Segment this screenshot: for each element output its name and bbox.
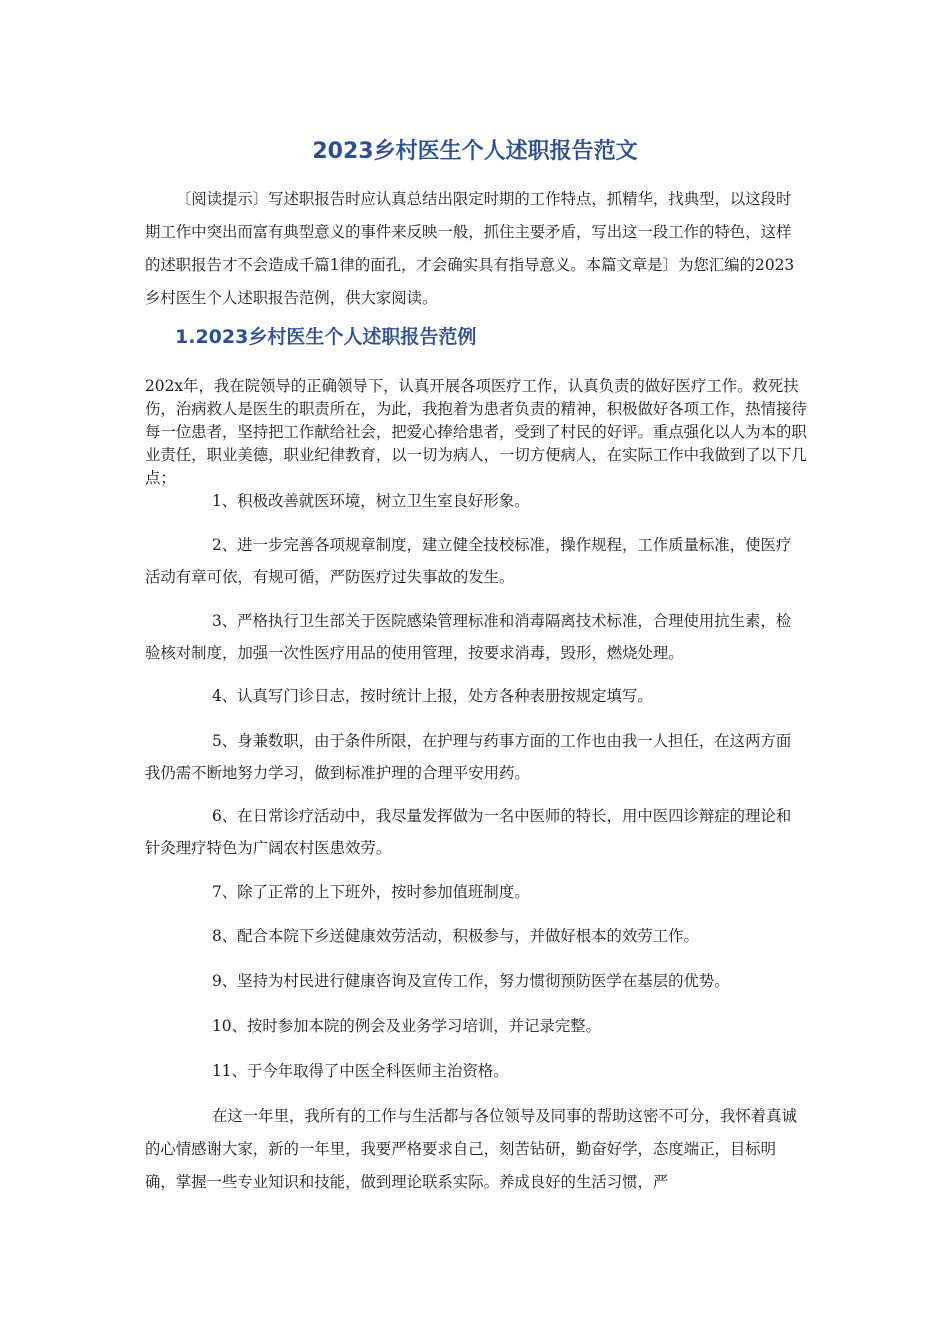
list-item: 5、身兼数职，由于条件所限，在护理与药事方面的工作也由我一人担任，在这两方面我仍需不断地努力学习，做到标准护理的合理平安用药。 [145, 732, 792, 782]
list-item: 4、认真写门诊日志，按时统计上报，处方各种表册按规定填写。 [212, 687, 653, 705]
list-item: 8、配合本院下乡送健康效劳活动，积极参与，并做好根本的效劳工作。 [212, 927, 699, 945]
closing-paragraph: 在这一年里，我所有的工作与生活都与各位领导及同事的帮助这密不可分，我怀着真诚的心情感谢大家，新的一年里，我要严格要求自己，刻苦钻研，勤奋好学，态度端正，目标明确，掌握一些专业知识和技能，做到理论联系实际。养成良好的生活习惯，严 [145, 1107, 797, 1191]
lead-paragraph: 202x年，我在院领导的正确领导下，认真开展各项医疗工作，认真负责的做好医疗工作。救死扶伤，治病救人是医生的职责所在，为此，我抱着为患者负责的精神，积极做好各项工作，热情接待每一位患者，坚持把工作献给社会，把爱心捧给患者，受到了村民的好评。重点强化以人为本的职业责任，职业美德，职业纪律教育，以一切为病人，一切方便病人，在实际工作中我做到了以下几点； [145, 377, 807, 487]
document-title: 2023乡村医生个人述职报告范文 [312, 139, 638, 164]
reading-tip-paragraph: 〔阅读提示〕写述职报告时应认真总结出限定时期的工作特点，抓精华，找典型，以这段时期工作中突出而富有典型意义的事件来反映一般，抓住主要矛盾，写出这一段工作的特色，这样的述职报告才不会造成千篇1律的面孔，才会确实具有指导意义。本篇文章是〕为您汇编的2023乡村医生个人述职报告范例，供大家阅读。 [145, 190, 795, 307]
list-item: 11、于今年取得了中医全科医师主治资格。 [212, 1062, 509, 1080]
list-item: 1、积极改善就医环境，树立卫生室良好形象。 [212, 492, 530, 510]
list-item: 3、严格执行卫生部关于医院感染管理标准和消毒隔离技术标准，合理使用抗生素，检验核对制度，加强一次性医疗用品的使用管理，按要求消毒，毁形，燃烧处理。 [145, 612, 792, 662]
list-item: 10、按时参加本院的例会及业务学习培训，并记录完整。 [212, 1017, 601, 1035]
section-heading: 1.2023乡村医生个人述职报告范例 [175, 326, 477, 348]
list-item: 2、进一步完善各项规章制度，建立健全技校标准，操作规程，工作质量标准，使医疗活动有章可依，有规可循，严防医疗过失事故的发生。 [145, 536, 792, 586]
list-item: 9、坚持为村民进行健康咨询及宣传工作，努力惯彻预防医学在基层的优势。 [212, 972, 730, 990]
list-item: 7、除了正常的上下班外，按时参加值班制度。 [212, 883, 530, 901]
list-item: 6、在日常诊疗活动中，我尽量发挥做为一名中医师的特长，用中医四诊辩症的理论和针灸理疗特色为广阔农村医患效劳。 [145, 807, 792, 857]
